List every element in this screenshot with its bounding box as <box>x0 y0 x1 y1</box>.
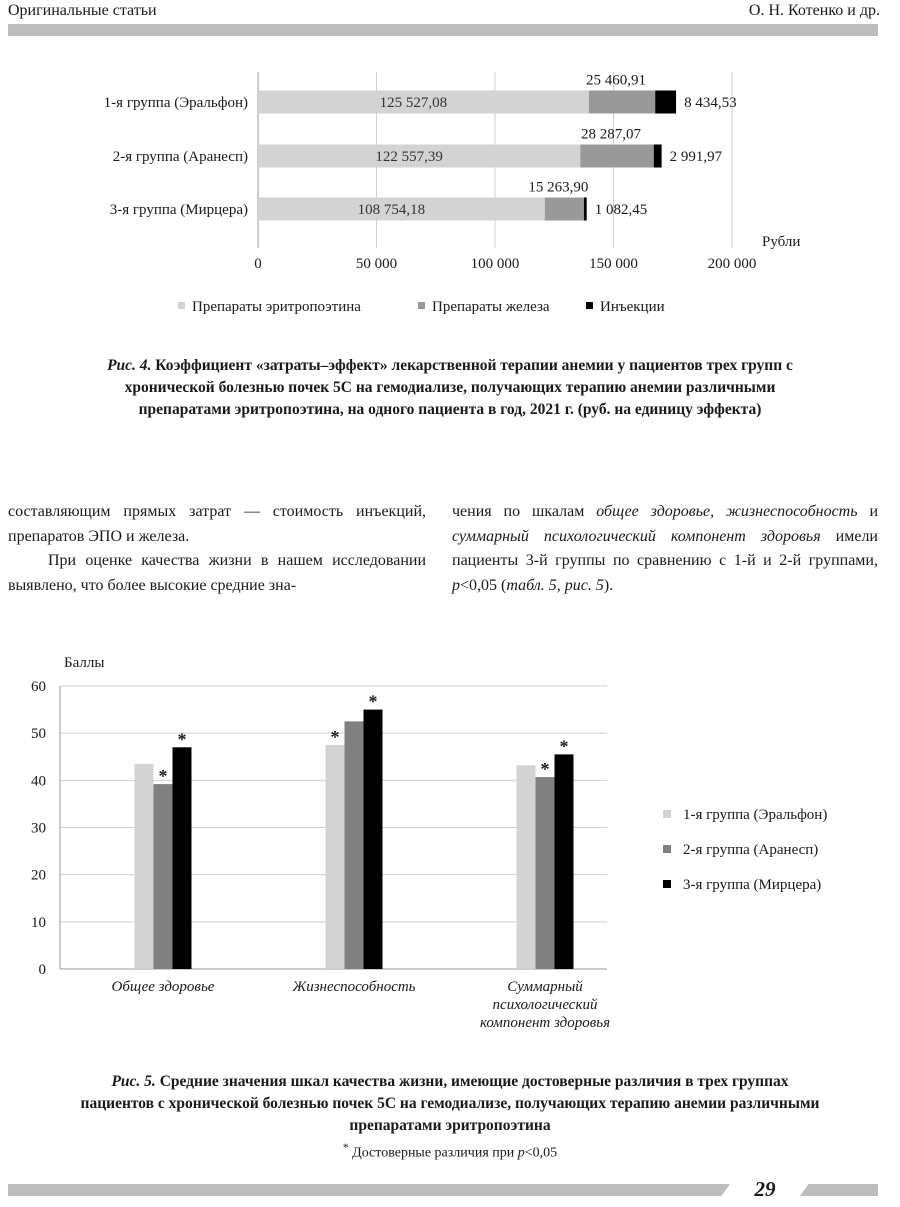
data-label: 8 434,53 <box>684 95 737 111</box>
footer-rule-right <box>800 1184 878 1196</box>
x-tick-label: 50 000 <box>355 256 398 272</box>
figure-4-chart <box>104 72 801 315</box>
significance-star: * <box>330 726 340 747</box>
y-tick-label: 20 <box>31 867 46 884</box>
data-label: 15 263,90 <box>528 179 589 196</box>
data-label: 28 287,07 <box>581 126 642 143</box>
y-axis-title: Баллы <box>64 655 105 671</box>
table-figure-ref: табл. 5, рис. 5 <box>506 576 604 594</box>
legend-swatch <box>418 302 425 309</box>
x-tick-label: 0 <box>254 256 262 272</box>
legend-label: 2-я группа (Аранесп) <box>683 842 819 858</box>
category-label: Суммарный <box>507 979 583 995</box>
bar <box>135 764 154 969</box>
figure-5-chart <box>31 655 827 1031</box>
x-axis-title: Рубли <box>762 234 801 250</box>
category-label: Жизнеспособность <box>292 979 416 995</box>
bar <box>536 777 555 969</box>
legend-swatch <box>663 845 671 853</box>
running-head-authors: О. Н. Котенко и др. <box>748 2 880 19</box>
figure-5-caption-text: Средние значения шкал качества жизни, имеющие достоверные различия в трех группах пациентов с хронической болезнью почек 5С на гемодиализе, получающих терапию анемии различными препаратами эритропоэтина <box>80 1073 820 1134</box>
figure-4-caption-text: Коэффициент «затраты–эффект» лекарственной терапии анемии у пациентов трех групп с хронической болезнью почек 5С на гемодиализе, получающих терапию анемии различными препаратами эритропоэтина, на одного пациента в год, 2021 г. (руб. на единицу эффекта) <box>124 357 793 418</box>
category-label: 1-я группа (Эральфон) <box>103 95 248 111</box>
running-head-section: Оригинальные статьи <box>8 2 157 19</box>
category-label: психологический <box>492 997 598 1013</box>
bar-segment <box>655 91 676 114</box>
legend-swatch <box>663 810 671 818</box>
paragraph: При оценке качества жизни в нашем исследовании выявлено, что более высокие средние зна- <box>8 552 426 594</box>
text-run: имели пациенты 3-й группы по сравнению с 1-й и 2-й группами, <box>452 527 878 569</box>
text-run: <0,05 ( <box>460 576 507 594</box>
bar-segment <box>545 198 584 221</box>
bar <box>154 784 173 969</box>
legend-label: 3-я группа (Мирцера) <box>683 877 822 893</box>
text-run: чения по шкалам <box>452 503 597 520</box>
x-tick-label: 100 000 <box>470 256 520 272</box>
bar <box>517 765 536 969</box>
significance-star: * <box>559 736 569 757</box>
scale-name: суммарный психологический компонент здоровья <box>452 527 821 545</box>
data-label: 108 754,18 <box>357 202 426 218</box>
bar-segment <box>589 91 655 114</box>
bar <box>173 747 192 969</box>
p-symbol: p <box>452 576 460 594</box>
legend-label: Препараты железа <box>432 299 550 315</box>
significance-star: * <box>540 759 550 780</box>
category-label: 3-я группа (Мирцера) <box>109 202 248 218</box>
y-tick-label: 0 <box>38 962 46 978</box>
bar <box>326 745 345 969</box>
scale-names: общее здоровье, жизнеспособность <box>596 503 858 520</box>
data-label: 1 082,45 <box>594 202 648 218</box>
figure-5-label: Рис. 5. <box>111 1073 156 1090</box>
legend-label: 1-я группа (Эральфон) <box>683 807 828 823</box>
significance-star: * <box>177 729 187 750</box>
category-label: компонент здоровья <box>479 1015 611 1031</box>
paragraph: составляющим прямых затрат — стоимость инъекций, препаратов ЭПО и железа. <box>8 503 426 545</box>
x-tick-label: 150 000 <box>589 256 638 272</box>
bar-segment <box>654 145 662 168</box>
footnote-value: <0,05 <box>524 1145 558 1161</box>
body-column-right <box>452 500 878 598</box>
category-label: 2-я группа (Аранесп) <box>112 149 248 165</box>
x-tick-label: 200 000 <box>707 256 757 272</box>
text-run: ). <box>603 576 614 594</box>
data-label: 25 460,91 <box>586 72 647 89</box>
bar <box>345 721 364 969</box>
figure-5-footnote <box>0 1137 900 1165</box>
figure-5-caption <box>0 1071 900 1165</box>
y-tick-label: 30 <box>31 820 46 837</box>
figure-4-label: Рис. 4. <box>107 357 152 374</box>
footer-rule-left <box>8 1184 730 1196</box>
footnote-star: * <box>342 1141 349 1154</box>
body-column-left <box>8 500 426 598</box>
bar-segment <box>584 198 587 221</box>
legend-swatch <box>178 302 185 309</box>
legend-swatch <box>586 302 593 309</box>
p-symbol: p <box>517 1145 525 1161</box>
bar-segment <box>580 145 653 168</box>
data-label: 2 991,97 <box>669 149 723 165</box>
category-label: Общее здоровье <box>111 979 215 995</box>
legend-label: Инъекции <box>600 299 665 315</box>
legend-swatch <box>663 880 671 888</box>
data-label: 125 527,08 <box>379 95 448 111</box>
footnote-text: Достоверные различия при <box>348 1145 518 1161</box>
significance-star: * <box>158 766 168 787</box>
paragraph <box>452 500 878 598</box>
y-tick-label: 10 <box>31 914 46 931</box>
significance-star: * <box>368 691 378 712</box>
legend-label: Препараты эритропоэтина <box>192 299 361 315</box>
bar <box>555 754 574 969</box>
text-run: и <box>857 503 879 520</box>
page-number: 29 <box>754 1177 776 1201</box>
y-tick-label: 50 <box>31 726 46 743</box>
bar <box>364 710 383 969</box>
figure-4-caption <box>0 355 900 421</box>
y-tick-label: 40 <box>31 773 46 790</box>
y-tick-label: 60 <box>31 679 46 695</box>
data-label: 122 557,39 <box>375 149 443 165</box>
